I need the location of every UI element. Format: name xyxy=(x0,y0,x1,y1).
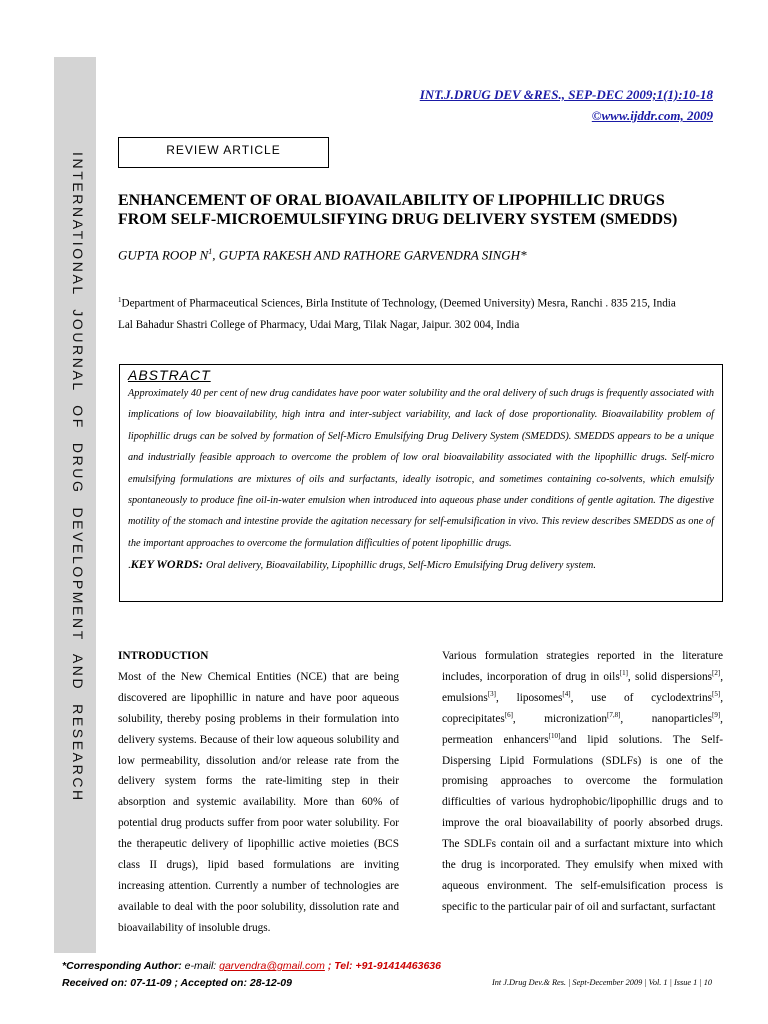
body-column-right xyxy=(442,646,723,918)
citation-ref[interactable]: [3] xyxy=(487,690,496,699)
author-rest: , GUPTA RAKESH AND RATHORE GARVENDRA SINGH* xyxy=(212,247,527,263)
received-accepted-dates: Received on: 07-11-09 ; Accepted on: 28-12-09 xyxy=(62,977,292,989)
citation-ref[interactable]: [2] xyxy=(712,669,721,678)
email-label: e-mail: xyxy=(181,960,220,972)
body-text: , solid dispersions xyxy=(627,670,713,683)
footer-citation: Int J.Drug Dev.& Res. | Sept-December 2009 | Vol. 1 | Issue 1 | 10 xyxy=(491,978,712,987)
citation-ref[interactable]: [7,8] xyxy=(607,710,621,719)
body-column-left xyxy=(118,646,399,939)
body-text: , nanoparticles xyxy=(620,712,712,725)
corresponding-label: *Corresponding Author: xyxy=(62,960,182,972)
citation-ref[interactable]: [5] xyxy=(712,690,721,699)
affiliation-1 xyxy=(118,296,676,310)
title-line-2: FROM SELF-MICROEMULSIFYING DRUG DELIVERY SYSTEM (SMEDDS) xyxy=(118,211,678,228)
article-type-box: REVIEW ARTICLE xyxy=(118,137,329,168)
article-title xyxy=(118,191,718,229)
body-text: , liposomes xyxy=(496,691,563,704)
body-text: , use of cyclodextrins xyxy=(570,691,713,704)
author-list xyxy=(118,247,527,263)
journal-citation-link[interactable]: INT.J.DRUG DEV &RES., SEP-DEC 2009;1(1):10-18 xyxy=(419,87,713,102)
citation-ref[interactable]: [6] xyxy=(504,710,513,719)
introduction-heading: INTRODUCTION xyxy=(118,650,209,662)
title-line-1: ENHANCEMENT OF ORAL BIOAVAILABILITY OF LIPOPHILLIC DRUGS xyxy=(118,192,665,209)
author-1: GUPTA ROOP N xyxy=(118,247,209,263)
affiliation-sup: 1 xyxy=(118,296,122,304)
body-text: Various formulation strategies reported in the literature includes, incorporation of drug in oils xyxy=(442,650,723,683)
body-text: , coprecipitates xyxy=(442,691,724,725)
abstract-box xyxy=(119,364,723,602)
telephone: ; Tel: +91-91414463636 xyxy=(324,960,441,972)
abstract-heading: ABSTRACT xyxy=(128,367,211,383)
journal-name-vertical: INTERNATIONAL JOURNAL OF DRUG DEVELOPMENT AND RESEARCH xyxy=(70,152,86,803)
body-text: , permeation enhancers xyxy=(442,712,723,746)
keywords xyxy=(128,556,714,574)
corresponding-author xyxy=(62,960,441,972)
introduction-paragraph: Most of the New Chemical Entities (NCE) that are being discovered are lipophillic in nature and have poor aqueous solubility, thereby posing problems in their formulation into delivery systems. Because of their low aqueous solubility and low permeability, dissolution and/or release rate from the delivery system forms the rate-limiting step in their absorption and systemic availability. More than 60% of potential drug products suffer from poor water solubility. For the therapeutic delivery of lipophillic active moieties (BCS class II drugs), lipid based formulations are inviting increasing attention. Currently a number of technologies are available to deal with the poor solubility, dissolution rate and bioavailability of insoluble drugs. xyxy=(118,670,399,934)
keywords-colon: : xyxy=(198,557,206,572)
citation-ref[interactable]: [1] xyxy=(619,669,628,678)
citation-ref[interactable]: [10] xyxy=(548,731,561,740)
citation-ref[interactable]: [9] xyxy=(712,710,721,719)
body-text: , emulsions xyxy=(442,670,724,704)
journal-website-link[interactable]: ©www.ijddr.com, 2009 xyxy=(591,108,713,123)
author-affiliation-sup: 1 xyxy=(208,247,213,256)
citation-ref[interactable]: [4] xyxy=(562,690,571,699)
keywords-label: KEY WORDS xyxy=(130,557,199,572)
keywords-prefix: . xyxy=(128,560,131,572)
affiliation-2: Lal Bahadur Shastri College of Pharmacy, Udai Marg, Tilak Nagar, Jaipur. 302 004, India xyxy=(118,319,520,331)
keywords-text: Oral delivery, Bioavailability, Lipophillic drugs, Self-Micro Emulsifying Drug delivery system. xyxy=(205,560,596,572)
email-link[interactable]: garvendra@gmail.com xyxy=(219,960,325,972)
body-text: , micronization xyxy=(512,712,607,725)
body-text: and lipid solutions. The Self-Dispersing Lipid Formulations (SDLFs) is one of the promising approaches to overcome the formulation difficulties of various hydrophobic/lipophillic drugs and to improve the oral bioavailability of poorly absorbed drugs. The SDLFs contain oil and a surfactant mixture into which the drug is incorporated. They emulsify when mixed with aqueous environment. The self-emulsification process is specific to the particular pair of oil and surfactant, surfactant xyxy=(442,733,723,913)
affiliation-1-text: Department of Pharmaceutical Sciences, Birla Institute of Technology, (Deemed University) Mesra, Ranchi . 835 215, India xyxy=(121,297,676,310)
abstract-text: Approximately 40 per cent of new drug candidates have poor water solubility and the oral delivery of such drugs is frequently associated with implications of low bioavailability, high intra and inter-subject variability, and lack of dose proportionality. Bioavailability problem of lipophillic drugs can be solved by formation of Self-Micro Emulsifying Drug Delivery System (SMEDDS). SMEDDS appears to be a unique and industrially feasible approach to overcome the problem of low oral bioavailability associated with the lipophillic drugs. Self-micro emulsifying formulations are mixtures of oils and surfactants, ideally isotropic, and sometimes containing co-solvents, which emulsify spontaneously to produce fine oil-in-water emulsion when introduced into aqueous phase under conditions of gentle agitation. The digestive motility of the stomach and intestine provide the agitation necessary for self-emulsification in vivo. This review describes SMEDDS as one of the important approaches to overcome the formulation difficulties of potent lipophillic drugs. xyxy=(128,388,714,549)
